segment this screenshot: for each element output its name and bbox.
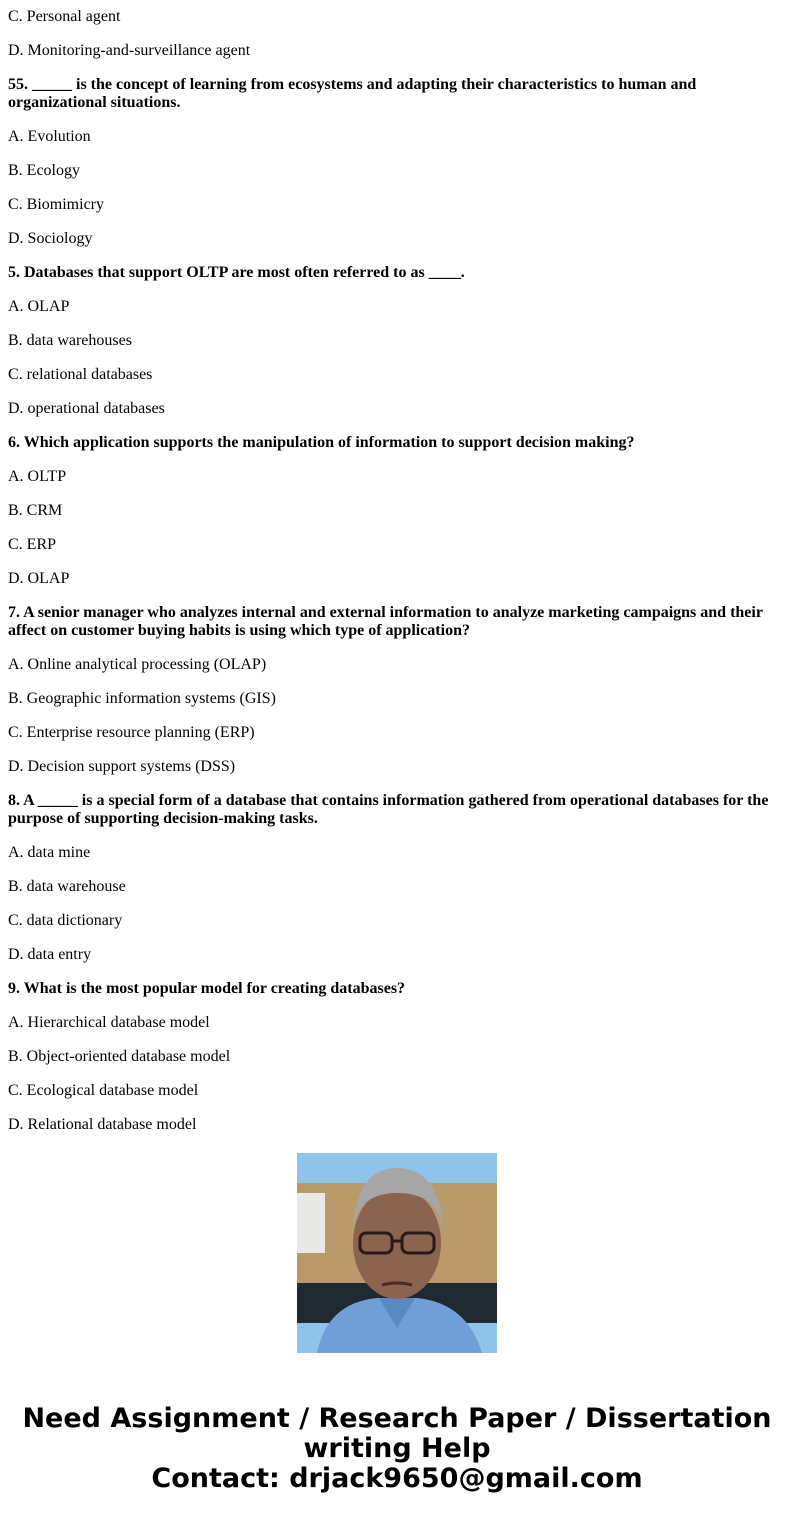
contact-email: Contact: drjack9650@gmail.com: [151, 1463, 643, 1494]
question-text: 6. Which application supports the manipulation of information to support decision making?: [8, 434, 635, 451]
answer-option: A. Online analytical processing (OLAP): [8, 656, 267, 673]
answer-option: D. Decision support systems (DSS): [8, 758, 236, 775]
answer-option: C. data dictionary: [8, 912, 123, 929]
author-avatar: [297, 1153, 497, 1353]
answer-option: C. relational databases: [8, 366, 153, 383]
answer-option: A. data mine: [8, 844, 91, 861]
answer-option: C. Ecological database model: [8, 1082, 199, 1099]
answer-option: D. Monitoring-and-surveillance agent: [8, 42, 251, 59]
answer-option: C. Enterprise resource planning (ERP): [8, 724, 255, 741]
answer-option: B. Geographic information systems (GIS): [8, 690, 276, 707]
answer-option: C. ERP: [8, 536, 57, 553]
answer-option: A. OLTP: [8, 468, 67, 485]
help-heading: Need Assignment / Research Paper / Dissertation writing Help: [22, 1403, 772, 1464]
answer-option: A. Evolution: [8, 128, 91, 145]
answer-option: C. Personal agent: [8, 8, 121, 25]
answer-option: D. data entry: [8, 946, 92, 963]
answer-option: A. Hierarchical database model: [8, 1014, 210, 1031]
question-text: 5. Databases that support OLTP are most often referred to as ____.: [8, 264, 465, 281]
answer-option: B. CRM: [8, 502, 63, 519]
question-text: 9. What is the most popular model for creating databases?: [8, 980, 406, 997]
answer-option: B. Object-oriented database model: [8, 1048, 231, 1065]
answer-option: B. data warehouse: [8, 878, 126, 895]
question-text: 55. _____ is the concept of learning from ecosystems and adapting their characteristics to human and organizational situations.: [8, 76, 697, 111]
answer-option: B. Ecology: [8, 162, 80, 179]
question-text: 7. A senior manager who analyzes internal and external information to analyze marketing campaigns and their affect on customer buying habits is using which type of application?: [8, 604, 763, 639]
answer-option: C. Biomimicry: [8, 196, 104, 213]
answer-option: D. Sociology: [8, 230, 93, 247]
answer-option: B. data warehouses: [8, 332, 132, 349]
answer-option: A. OLAP: [8, 298, 70, 315]
answer-option: D. Relational database model: [8, 1116, 197, 1133]
question-text: 8. A _____ is a special form of a database that contains information gathered from operational databases for the purpose of supporting decision-making tasks.: [8, 792, 769, 827]
contact-banner: [0, 1404, 794, 1494]
answer-option: D. operational databases: [8, 400, 165, 417]
answer-option: D. OLAP: [8, 570, 70, 587]
